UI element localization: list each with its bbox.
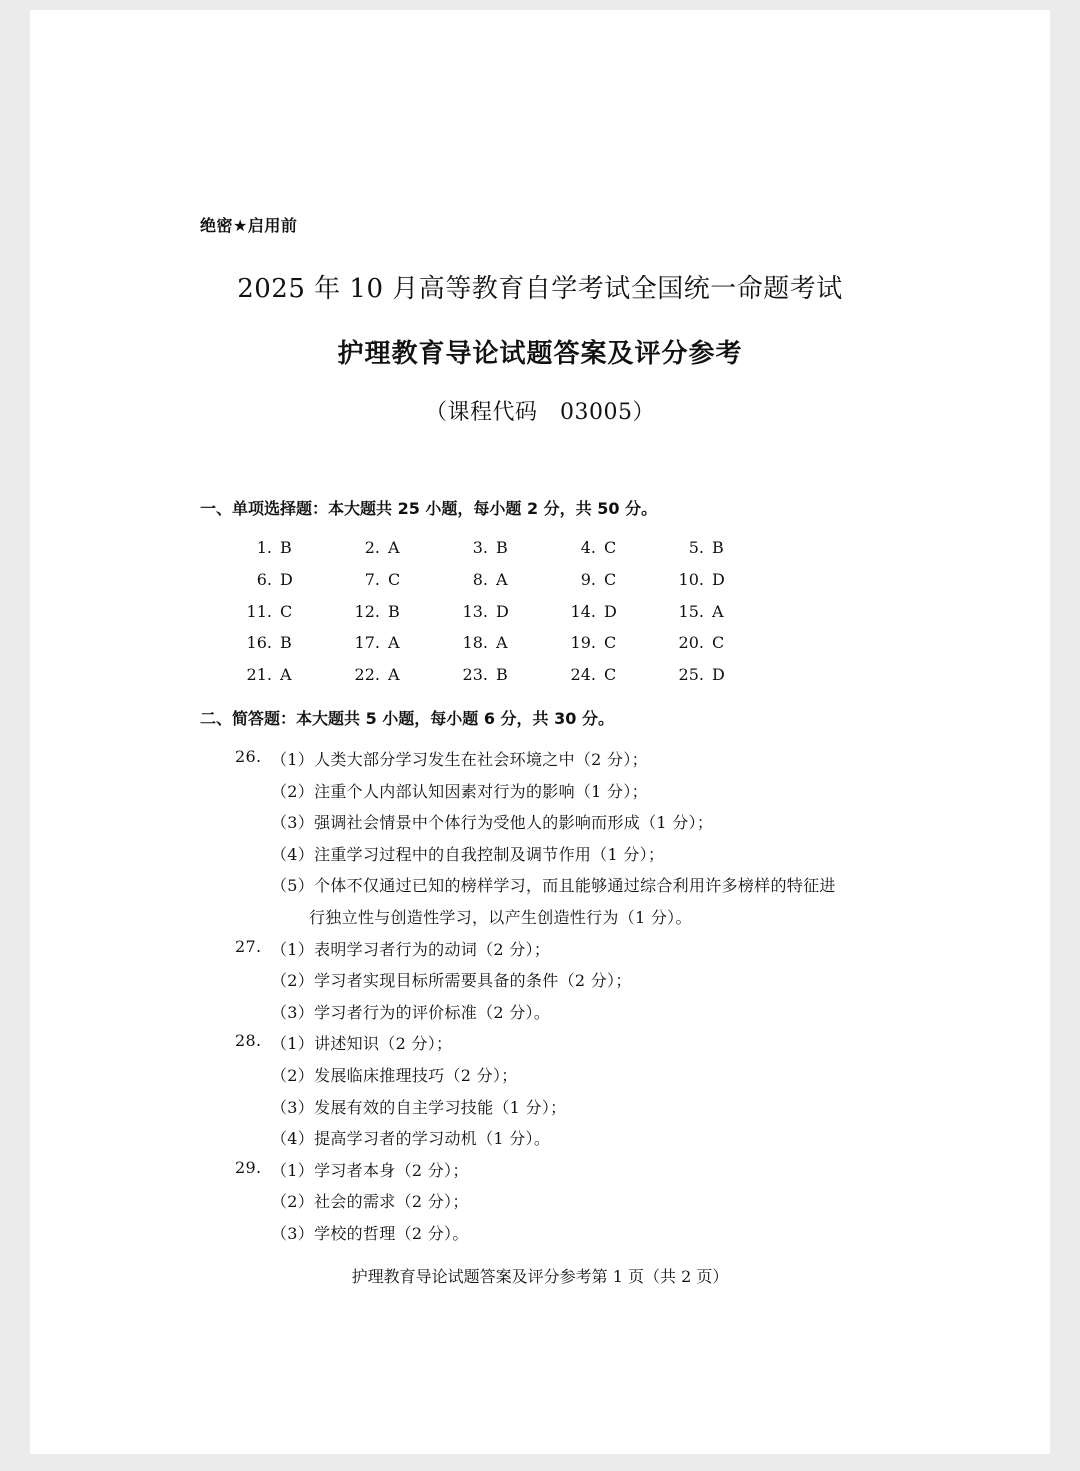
course-code: （课程代码 03005） bbox=[425, 400, 655, 425]
mcq-answer-item bbox=[230, 665, 292, 684]
mcq-answer-item bbox=[446, 538, 508, 557]
mcq-answer-item bbox=[554, 633, 616, 652]
exam-title: 2025 年 10 月高等教育自学考试全国统一命题考试 bbox=[237, 274, 843, 304]
mcq-answer-letter: A bbox=[280, 665, 292, 684]
mcq-question-number: 18. bbox=[462, 633, 488, 652]
mcq-question-number: 6. bbox=[256, 570, 272, 589]
mcq-question-number: 15. bbox=[678, 602, 704, 621]
answer-line: （3）学校的哲理（2 分）。 bbox=[271, 1224, 469, 1243]
mcq-question-number: 9. bbox=[580, 570, 596, 589]
mcq-answer-letter: C bbox=[604, 538, 617, 557]
mcq-answer-letter: A bbox=[388, 633, 400, 652]
mcq-answer-letter: C bbox=[604, 570, 617, 589]
mcq-question-number: 8. bbox=[472, 570, 488, 589]
mcq-answer-letter: C bbox=[604, 633, 617, 652]
mcq-question-number: 16. bbox=[246, 633, 272, 652]
answer-line: （2）社会的需求（2 分）； bbox=[271, 1192, 469, 1212]
answer-line: （5）个体不仅通过已知的榜样学习，而且能够通过综合利用许多榜样的特征进 bbox=[271, 876, 836, 896]
mcq-answer-item bbox=[230, 570, 293, 589]
answer-line: （1）人类大部分学习发生在社会环境之中（2 分）； bbox=[271, 750, 648, 769]
mcq-answer-letter: C bbox=[712, 633, 725, 652]
answer-line: （2）发展临床推理技巧（2 分）； bbox=[271, 1066, 518, 1085]
section1-heading: 一、单项选择题：本大题共 25 小题，每小题 2 分，共 50 分。 bbox=[200, 499, 658, 518]
mcq-question-number: 2. bbox=[364, 538, 380, 557]
answer-line: （2）学习者实现目标所需要具备的条件（2 分）； bbox=[271, 971, 632, 991]
mcq-answer-letter: B bbox=[280, 538, 292, 557]
mcq-answer-letter: B bbox=[496, 538, 508, 557]
mcq-answer-item bbox=[338, 570, 400, 589]
mcq-question-number: 23. bbox=[462, 665, 488, 684]
mcq-question-number: 24. bbox=[570, 665, 596, 684]
section2-heading: 二、简答题：本大题共 5 小题，每小题 6 分，共 30 分。 bbox=[200, 709, 614, 728]
mcq-answer-letter: A bbox=[388, 538, 400, 557]
mcq-answer-letter: C bbox=[388, 570, 401, 589]
mcq-question-number: 13. bbox=[462, 602, 488, 621]
mcq-answer-letter: B bbox=[496, 665, 508, 684]
mcq-question-number: 7. bbox=[364, 570, 380, 589]
answer-line: （1）学习者本身（2 分）； bbox=[271, 1160, 469, 1180]
mcq-answer-letter: B bbox=[280, 633, 292, 652]
mcq-answer-item bbox=[446, 665, 508, 684]
mcq-answer-item bbox=[338, 538, 400, 557]
mcq-answer-item bbox=[230, 633, 292, 652]
mcq-answer-item bbox=[662, 570, 725, 589]
mcq-answer-item bbox=[662, 538, 724, 557]
mcq-answer-letter: A bbox=[496, 570, 508, 589]
answer-line: （2）注重个人内部认知因素对行为的影响（1 分）； bbox=[271, 781, 648, 801]
mcq-answer-letter: D bbox=[280, 570, 293, 589]
mcq-question-number: 17. bbox=[354, 633, 380, 652]
mcq-answer-item bbox=[338, 633, 400, 652]
subject-title: 护理教育导论试题答案及评分参考 bbox=[337, 339, 743, 369]
mcq-question-number: 5. bbox=[688, 538, 704, 557]
mcq-answer-item bbox=[446, 570, 508, 589]
mcq-answer-item bbox=[554, 665, 616, 684]
mcq-answer-letter: C bbox=[280, 602, 293, 621]
confidential-label: 绝密★启用前 bbox=[200, 216, 298, 235]
question-number: 28. bbox=[235, 1031, 262, 1051]
mcq-question-number: 25. bbox=[678, 665, 704, 684]
mcq-question-number: 14. bbox=[570, 602, 596, 621]
mcq-answer-letter: D bbox=[712, 570, 725, 589]
mcq-question-number: 19. bbox=[570, 633, 596, 652]
mcq-answer-item bbox=[554, 602, 617, 621]
mcq-question-number: 21. bbox=[246, 665, 272, 684]
answer-line: （1）讲述知识（2 分）； bbox=[271, 1034, 453, 1054]
mcq-answer-item bbox=[662, 633, 724, 652]
answer-line: （3）强调社会情景中个体行为受他人的影响而形成（1 分）； bbox=[271, 813, 714, 833]
mcq-answer-letter: A bbox=[388, 665, 400, 684]
mcq-answer-item bbox=[338, 665, 400, 684]
question-number: 27. bbox=[235, 936, 262, 956]
mcq-answer-item bbox=[554, 538, 616, 557]
mcq-answer-letter: C bbox=[604, 665, 617, 684]
mcq-answer-item bbox=[230, 602, 292, 621]
mcq-question-number: 22. bbox=[354, 665, 380, 684]
question-number: 29. bbox=[235, 1157, 262, 1177]
mcq-answer-letter: A bbox=[712, 602, 724, 621]
mcq-question-number: 20. bbox=[678, 633, 704, 652]
mcq-answer-item bbox=[446, 633, 508, 652]
mcq-question-number: 3. bbox=[472, 538, 488, 557]
answer-line: （1）表明学习者行为的动词（2 分）； bbox=[271, 939, 551, 959]
mcq-answer-letter: D bbox=[604, 602, 617, 621]
mcq-answer-item bbox=[554, 570, 616, 589]
mcq-answer-item bbox=[662, 665, 725, 684]
document-page bbox=[30, 10, 1050, 1454]
mcq-question-number: 10. bbox=[678, 570, 704, 589]
mcq-question-number: 11. bbox=[246, 602, 272, 621]
mcq-answer-letter: A bbox=[496, 633, 508, 652]
mcq-question-number: 4. bbox=[580, 538, 596, 557]
mcq-answer-item bbox=[446, 602, 509, 621]
question-number: 26. bbox=[235, 747, 262, 766]
mcq-question-number: 12. bbox=[354, 602, 380, 621]
mcq-answer-letter: D bbox=[496, 602, 509, 621]
answer-line: （3）学习者行为的评价标准（2 分）。 bbox=[271, 1002, 551, 1022]
answer-line: （4）提高学习者的学习动机（1 分）。 bbox=[271, 1129, 551, 1149]
answer-line: （4）注重学习过程中的自我控制及调节作用（1 分）； bbox=[271, 844, 665, 864]
answer-line: （3）发展有效的自主学习技能（1 分）； bbox=[271, 1097, 567, 1117]
mcq-question-number: 1. bbox=[256, 538, 272, 557]
mcq-answer-letter: B bbox=[388, 602, 400, 621]
mcq-answer-item bbox=[338, 602, 400, 621]
page-footer: 护理教育导论试题答案及评分参考第 1 页（共 2 页） bbox=[351, 1267, 729, 1286]
mcq-answer-letter: D bbox=[712, 665, 725, 684]
mcq-answer-item bbox=[230, 538, 292, 557]
mcq-answer-letter: B bbox=[712, 538, 724, 557]
answer-line: 行独立性与创造性学习，以产生创造性行为（1 分）。 bbox=[309, 908, 692, 927]
mcq-answer-item bbox=[662, 602, 724, 621]
